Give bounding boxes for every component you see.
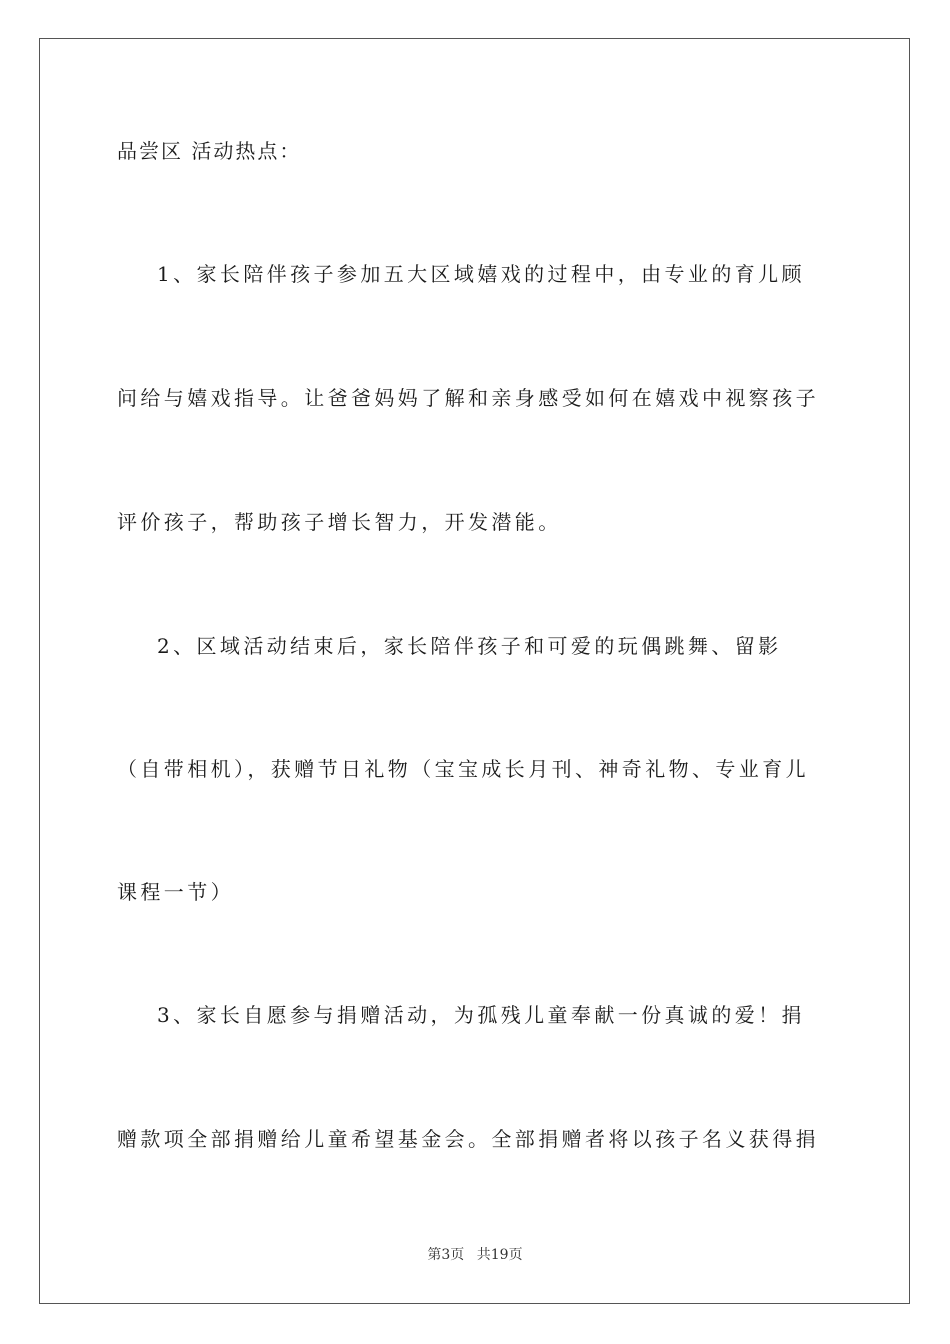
paragraph-2-line-3: 课程一节）	[117, 880, 234, 904]
paragraph-1-line-1: 1、家长陪伴孩子参加五大区域嬉戏的过程中，由专业的育儿顾	[157, 262, 805, 286]
paragraph-1-line-3: 评价孩子，帮助孩子增长智力，开发潜能。	[117, 510, 562, 534]
paragraph-2-line-2: （自带相机），获赠节日礼物（宝宝成长月刊、神奇礼物、专业育儿	[117, 757, 809, 781]
paragraph-1-line-2: 问给与嬉戏指导。让爸爸妈妈了解和亲身感受如何在嬉戏中视察孩子	[117, 386, 819, 410]
paragraph-3-line-1: 3、家长自愿参与捐赠活动，为孤残儿童奉献一份真诚的爱！捐	[157, 1003, 805, 1027]
page-footer	[0, 1246, 950, 1264]
total-pages: 共19页	[476, 1247, 523, 1263]
current-page-number: 第3页	[427, 1247, 465, 1263]
page-border	[39, 38, 910, 1304]
paragraph-2-line-1: 2、区域活动结束后，家长陪伴孩子和可爱的玩偶跳舞、留影	[157, 634, 782, 658]
paragraph-3-line-2: 赠款项全部捐赠给儿童希望基金会。全部捐赠者将以孩子名义获得捐	[117, 1127, 819, 1151]
section-heading: 品尝区 活动热点：	[117, 139, 302, 163]
